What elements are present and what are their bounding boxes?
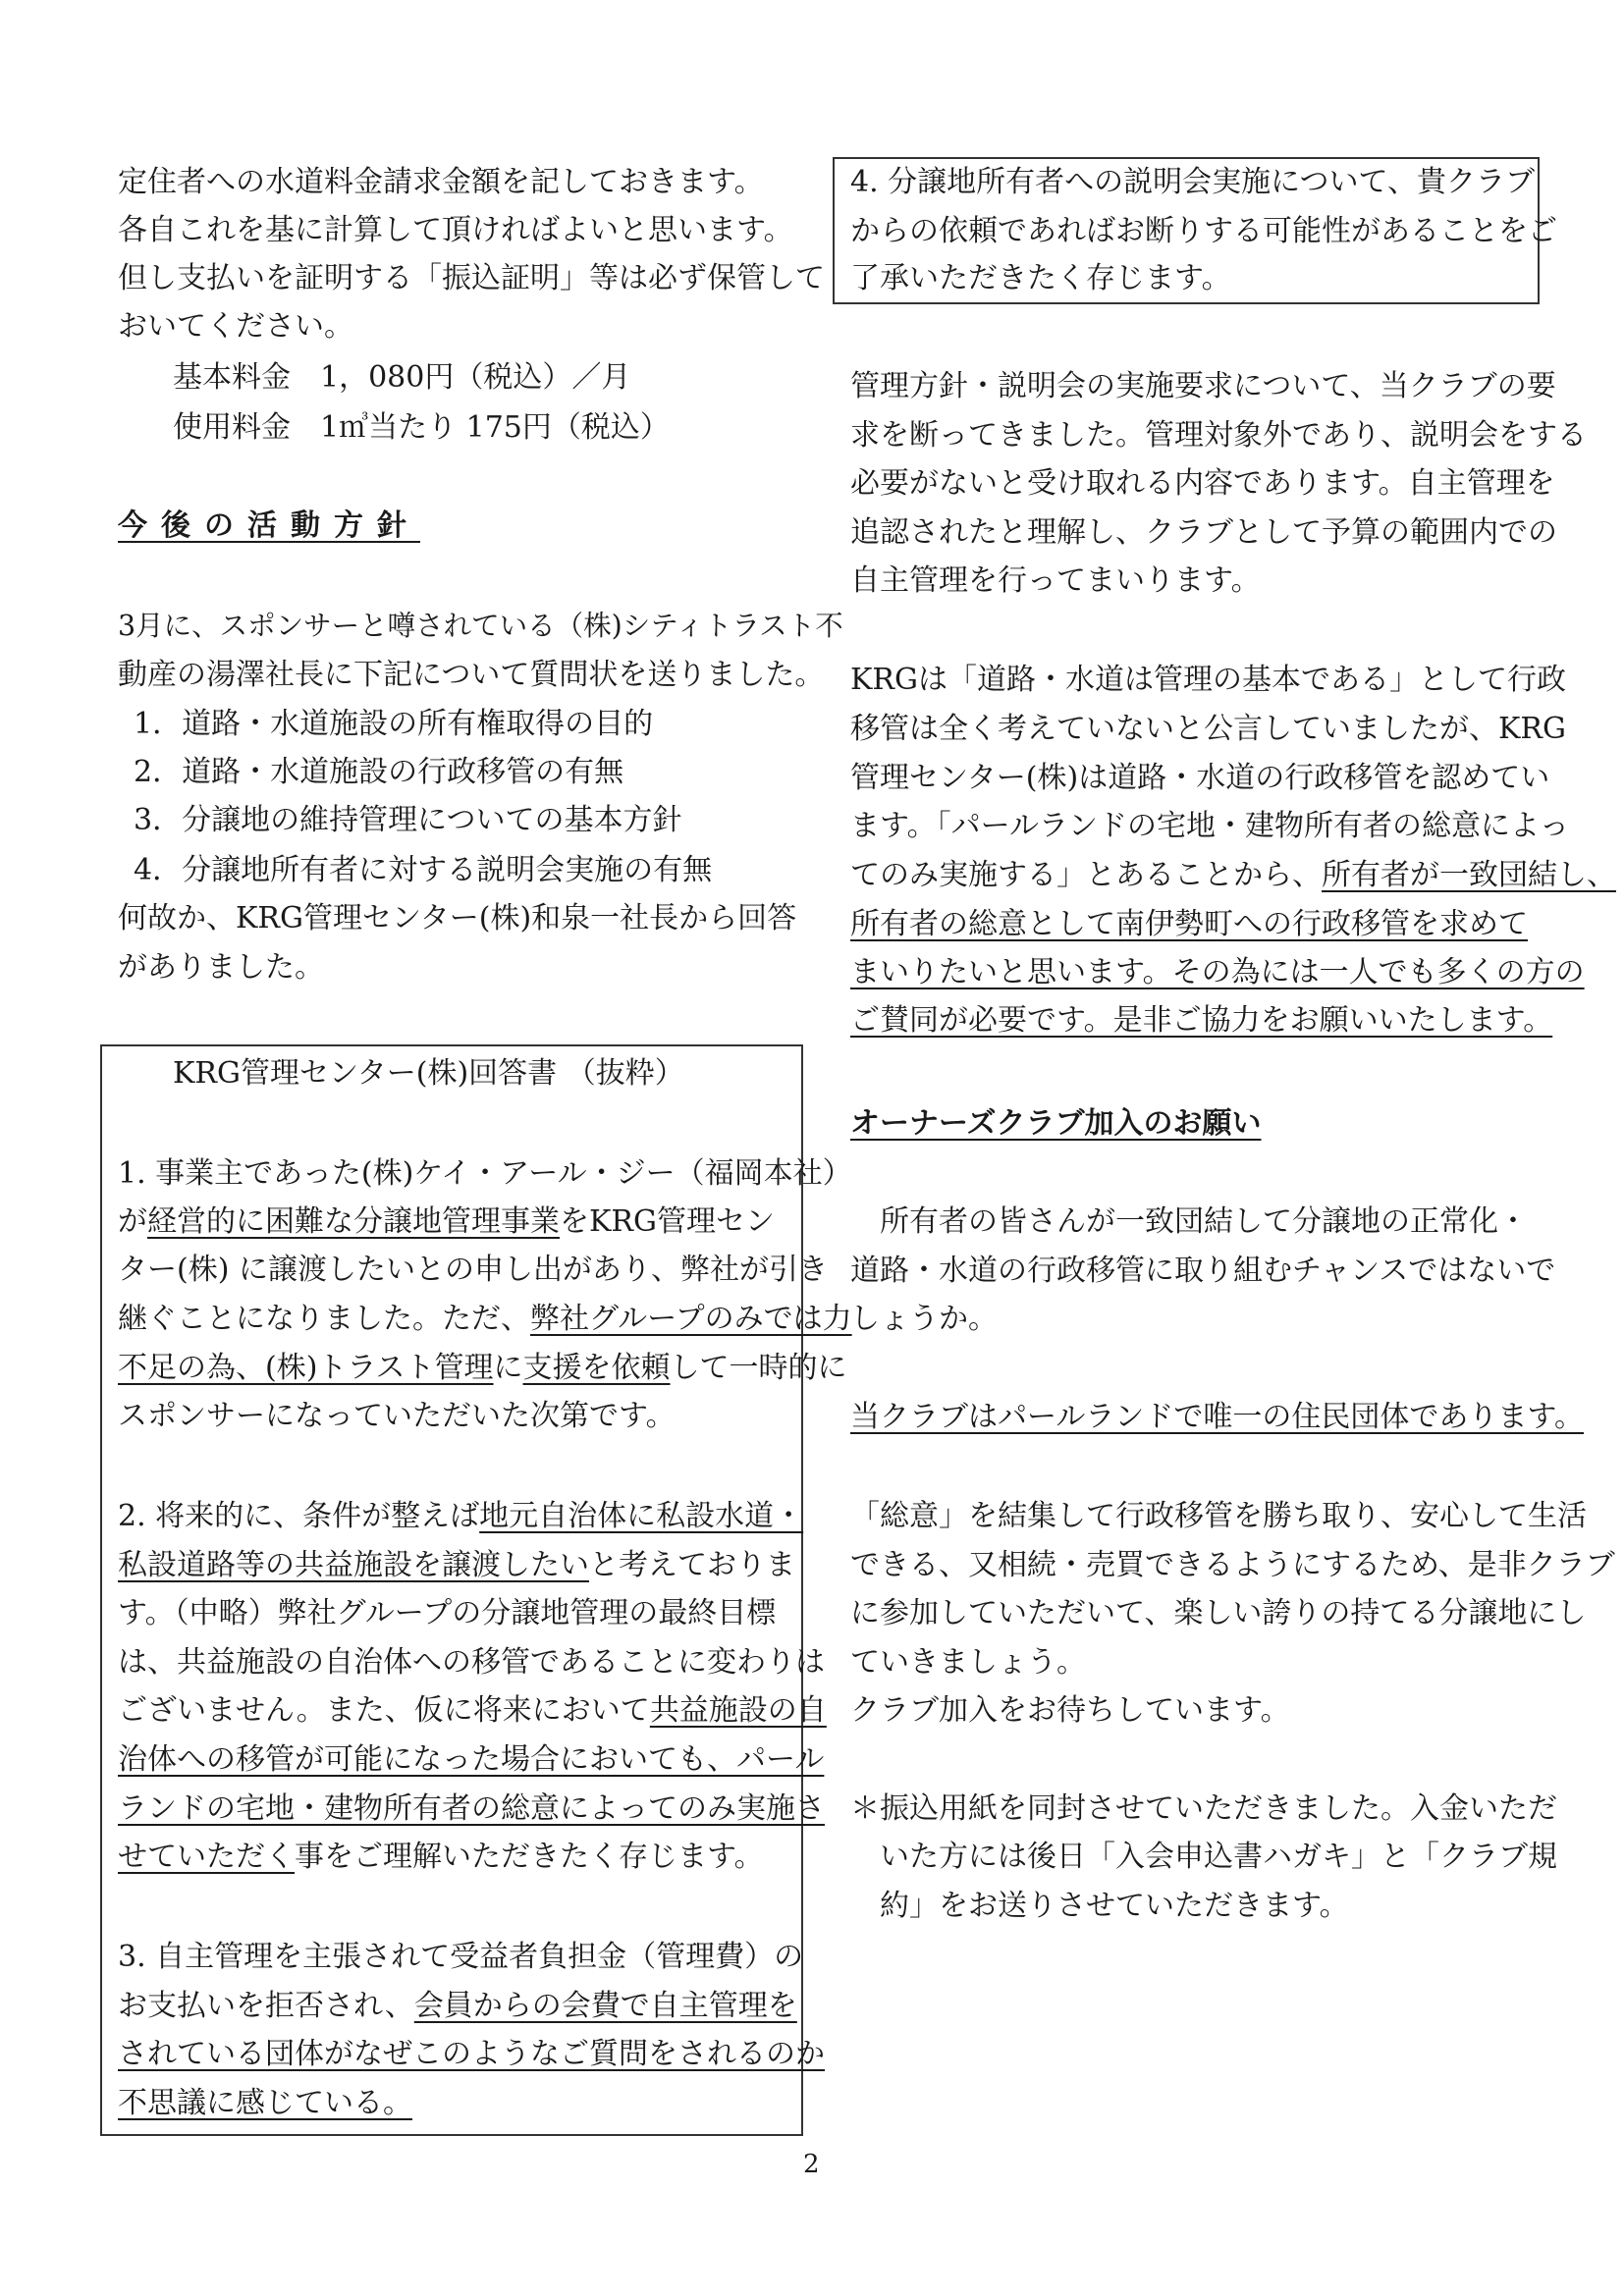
policy-item-3: 3．分譲地の維持管理についての基本方針 bbox=[134, 803, 682, 837]
answer-p2-line-6: 治体への移管が可能になった場合においても、パール bbox=[118, 1742, 825, 1777]
answer-box-title: KRG管理センター(株)回答書 （抜粋） bbox=[173, 1056, 684, 1091]
policy-item-4: 4．分譲地所有者に対する説明会実施の有無 bbox=[134, 853, 713, 887]
answer-p2-line-4: は、共益施設の自治体への移管であることに変わりは bbox=[118, 1645, 825, 1680]
answer-p1-line-2: が経営的に困難な分譲地管理事業をKRG管理セン bbox=[118, 1204, 775, 1239]
owners-p3-line-2: できる、又相続・売買できるようにするため、是非クラブ bbox=[850, 1548, 1615, 1582]
right-box-line-2: からの依頼であればお断りする可能性があることをご bbox=[850, 214, 1557, 248]
owners-heading: オーナーズクラブ加入のお願い bbox=[850, 1106, 1262, 1141]
owners-p1-line-2: 道路・水道の行政移管に取り組むチャンスではないで bbox=[850, 1254, 1556, 1288]
right-p2-line-5: てのみ実施する」とあることから、所有者が一致団結し、 bbox=[850, 858, 1616, 892]
right-p2-line-8: ご賛同が必要です。是非ご協力をお願いいたします。 bbox=[850, 1003, 1553, 1038]
intro-line-2: 各自これを基に計算して頂ければよいと思います。 bbox=[118, 213, 793, 247]
right-p2-line-3: 管理センター(株)は道路・水道の行政移管を認めてい bbox=[850, 761, 1550, 795]
policy-item-2: 2．道路・水道施設の行政移管の有無 bbox=[134, 755, 624, 789]
right-p1-line-5: 自主管理を行ってまいります。 bbox=[850, 563, 1261, 598]
answer-p1-line-3: ター(株) に譲渡したいとの申し出があり、弊社が引き bbox=[118, 1253, 828, 1287]
owners-note-line-3: 約」をお送りさせていただきます。 bbox=[850, 1889, 1349, 1923]
page-number: 2 bbox=[803, 2150, 820, 2179]
answer-p2-line-7: ランドの宅地・建物所有者の総意によってのみ実施さ bbox=[118, 1791, 825, 1826]
right-box-line-3: 了承いただきたく存じます。 bbox=[850, 261, 1231, 295]
right-p1-line-1: 管理方針・説明会の実施要求について、当クラブの要 bbox=[850, 369, 1556, 403]
policy-item-1: 1．道路・水道施設の所有権取得の目的 bbox=[134, 707, 654, 741]
owners-note-line-1: ＊振込用紙を同封させていただきました。入金いただ bbox=[850, 1791, 1557, 1826]
right-p1-line-3: 必要がないと受け取れる内容であります。自主管理を bbox=[850, 466, 1555, 501]
policy-outro-2: がありました。 bbox=[118, 950, 324, 985]
right-box-line-1: 4. 分譲地所有者への説明会実施について、貴クラブ bbox=[850, 165, 1535, 199]
right-p2-line-4: ます。「パールランドの宅地・建物所有者の総意によっ bbox=[850, 809, 1569, 843]
answer-p1-line-6: スポンサーになっていただいた次第です。 bbox=[118, 1399, 676, 1433]
answer-p1-line-1: 1. 事業主であった(株)ケイ・アール・ジー（福岡本社） bbox=[118, 1156, 852, 1191]
owners-p3-line-1: 「総意」を結集して行政移管を勝ち取り、安心して生活 bbox=[850, 1499, 1587, 1533]
owners-p2: 当クラブはパールランドで唯一の住民団体であります。 bbox=[850, 1400, 1584, 1434]
owners-p1-line-1: 所有者の皆さんが一致団結して分譲地の正常化・ bbox=[850, 1204, 1528, 1239]
owners-p3-line-4: ていきましょう。 bbox=[850, 1645, 1086, 1680]
right-p1-line-2: 求を断ってきました。管理対象外であり、説明会をする bbox=[850, 418, 1587, 453]
right-p2-line-2: 移管は全く考えていないと公言していましたが、KRG bbox=[850, 712, 1566, 746]
owners-p1-line-3: しょうか。 bbox=[850, 1302, 998, 1336]
answer-p2-line-8: せていただく事をご理解いただきたく存じます。 bbox=[118, 1840, 764, 1874]
owners-p3-line-3: に参加していただいて、楽しい誇りの持てる分譲地にし bbox=[850, 1596, 1587, 1630]
policy-outro-1: 何故か、KRG管理センター(株)和泉一社長から回答 bbox=[118, 901, 797, 935]
fee-usage: 使用料金 1㎥当たり 175円（税込） bbox=[173, 410, 670, 445]
right-p1-line-4: 追認されたと理解し、クラブとして予算の範囲内での bbox=[850, 515, 1557, 550]
intro-line-3: 但し支払いを証明する「振込証明」等は必ず保管して bbox=[118, 261, 825, 295]
answer-p2-line-2: 私設道路等の共益施設を譲渡したいと考えておりま bbox=[118, 1548, 795, 1582]
owners-p3-line-5: クラブ加入をお待ちしています。 bbox=[850, 1693, 1290, 1728]
answer-p1-line-4: 継ぐことになりました。ただ、弊社グループのみでは力 bbox=[118, 1302, 852, 1336]
answer-p3-line-2: お支払いを拒否され、会員からの会費で自主管理を bbox=[118, 1989, 797, 2023]
right-p2-line-1: KRGは「道路・水道は管理の基本である」として行政 bbox=[850, 663, 1566, 697]
fee-basic: 基本料金 1，080円（税込）／月 bbox=[173, 360, 631, 395]
answer-p3-line-4: 不思議に感じている。 bbox=[118, 2086, 412, 2120]
answer-p2-line-1: 2. 将来的に、条件が整えば地元自治体に私設水道・ bbox=[118, 1499, 804, 1533]
answer-p3-line-1: 3. 自主管理を主張されて受益者負担金（管理費）の bbox=[118, 1940, 804, 1974]
right-p2-line-6: 所有者の総意として南伊勢町への行政移管を求めて bbox=[850, 907, 1528, 941]
policy-intro-2: 動産の湯澤社長に下記について質問状を送りました。 bbox=[118, 658, 825, 692]
right-p2-line-7: まいりたいと思います。その為には一人でも多くの方の bbox=[850, 955, 1585, 989]
answer-p3-line-3: されている団体がなぜこのようなご質問をされるのか bbox=[118, 2037, 825, 2071]
intro-line-1: 定住者への水道料金請求金額を記しておきます。 bbox=[118, 165, 764, 199]
intro-line-4: おいてください。 bbox=[118, 309, 353, 344]
answer-p2-line-3: す。（中略）弊社グループの分譲地管理の最終目標 bbox=[118, 1596, 777, 1630]
owners-note-line-2: いた方には後日「入会申込書ハガキ」と「クラブ規 bbox=[850, 1840, 1557, 1874]
policy-intro-1: 3月に、スポンサーと噂されている（株)シティトラスト不 bbox=[118, 610, 843, 642]
policy-heading: 今後の活動方針 bbox=[118, 508, 420, 543]
answer-p2-line-5: ございません。また、仮に将来において共益施設の自 bbox=[118, 1693, 827, 1728]
answer-p1-line-5: 不足の為、(株)トラスト管理に支援を依頼して一時的に bbox=[118, 1351, 847, 1385]
